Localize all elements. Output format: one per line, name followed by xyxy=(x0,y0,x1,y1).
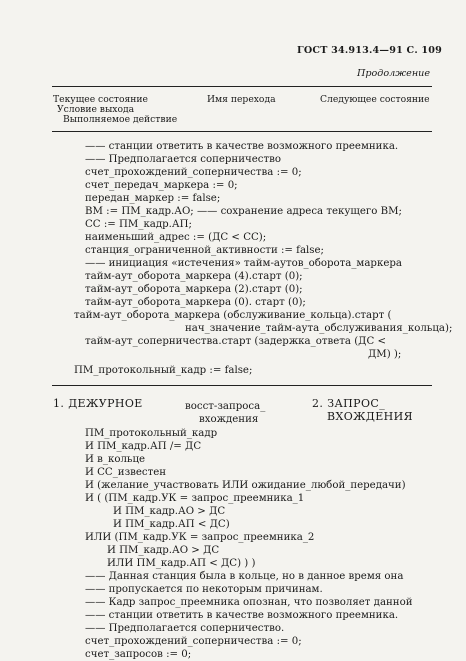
condition-line: ИЛИ (ПМ_кадр.УК = запрос_преемника_2 xyxy=(85,532,315,543)
col-action: Выполняемое действие xyxy=(63,114,178,125)
col-current-state: Текущее состояние xyxy=(53,94,148,105)
action-line: передан_маркер := false; xyxy=(85,193,221,204)
action-line: станция_ограниченной_активности := false; xyxy=(85,245,324,256)
action-line: тайм-аут_оборота_маркера (2).старт (0); xyxy=(85,284,303,295)
continuation-label: Продолжение xyxy=(357,68,431,79)
action-line: —— Предполагается соперничество xyxy=(85,154,281,165)
action-line: СС := ПМ_кадр.АП; xyxy=(85,219,192,230)
condition-line: ПМ_протокольный_кадр xyxy=(85,428,218,439)
next-state-line2: ВХОЖДЕНИЯ xyxy=(327,410,413,423)
action-line: счет_запросов := 0; xyxy=(85,649,192,660)
action-line: счет_передач_маркера := 0; xyxy=(85,180,238,191)
action-line: ВМ := ПМ_кадр.АО; —— сохранение адреса текущего ВМ; xyxy=(85,206,402,217)
action-line: тайм-аут_соперничества.старт (задержка_ответа (ДС < xyxy=(85,336,387,347)
transition-name-line1: восст-запроса_ xyxy=(185,401,266,412)
action-line: —— Предполагается соперничество. xyxy=(85,623,285,634)
action-line: тайм-аут_оборота_маркера (обслуживание_кольца).старт ( xyxy=(74,310,392,321)
condition-line: И СС_известен xyxy=(85,467,167,478)
action-line: ПМ_протокольный_кадр := false; xyxy=(74,365,253,376)
action-line: —— Данная станция была в кольце, но в данное время она xyxy=(85,571,404,582)
action-line: —— инициация «истечения» тайм-аутов_оборота_маркера xyxy=(85,258,402,269)
action-line: —— пропускается по некоторым причинам. xyxy=(85,584,323,595)
col-exit-condition: Условие выхода xyxy=(57,104,135,115)
action-line: наименьший_адрес := (ДС < СС); xyxy=(85,232,267,243)
current-state-label: 1. ДЕЖУРНОЕ xyxy=(53,397,143,410)
condition-line: И ( (ПМ_кадр.УК = запрос_преемника_1 xyxy=(85,493,305,504)
action-line: —— станции ответить в качестве возможного преемника. xyxy=(85,141,399,152)
condition-line: И в_кольце xyxy=(85,454,146,465)
condition-line: И ПМ_кадр.АП /= ДС xyxy=(85,441,202,452)
condition-line: И ПМ_кадр.АО > ДС xyxy=(113,506,226,517)
action-line: счет_прохождений_соперничества := 0; xyxy=(85,167,302,178)
action-line: ДМ) ); xyxy=(368,349,402,360)
col-transition-name: Имя перехода xyxy=(207,94,276,105)
condition-line: И ПМ_кадр.АО > ДС xyxy=(107,545,220,556)
col-next-state: Следующее состояние xyxy=(320,94,430,105)
action-line: счет_прохождений_соперничества := 0; xyxy=(85,636,302,647)
table-header-rule xyxy=(52,131,432,132)
section-separator xyxy=(52,385,432,386)
gost-page-header: ГОСТ 34.913.4—91 С. 109 xyxy=(297,45,443,56)
condition-line: ИЛИ ПМ_кадр.АП < ДС) ) ) xyxy=(107,558,256,569)
condition-line: И ПМ_кадр.АП < ДС) xyxy=(113,519,230,530)
action-line: тайм-аут_оборота_маркера (4).старт (0); xyxy=(85,271,303,282)
next-state-line1: 2. ЗАПРОС_ xyxy=(312,397,386,410)
action-line: нач_значение_тайм-аута_обслуживания_кольца); xyxy=(185,323,453,334)
action-line: —— станции ответить в качестве возможного преемника. xyxy=(85,610,399,621)
condition-line: И (желание_участвовать ИЛИ ожидание_любой_передачи) xyxy=(85,480,406,491)
action-line: —— Кадр запрос_преемника опознан, что позволяет данной xyxy=(85,597,413,608)
action-line: тайм-аут_оборота_маркера (0). старт (0); xyxy=(85,297,306,308)
transition-name-line2: вхождения xyxy=(199,414,259,425)
table-top-rule xyxy=(52,86,432,87)
